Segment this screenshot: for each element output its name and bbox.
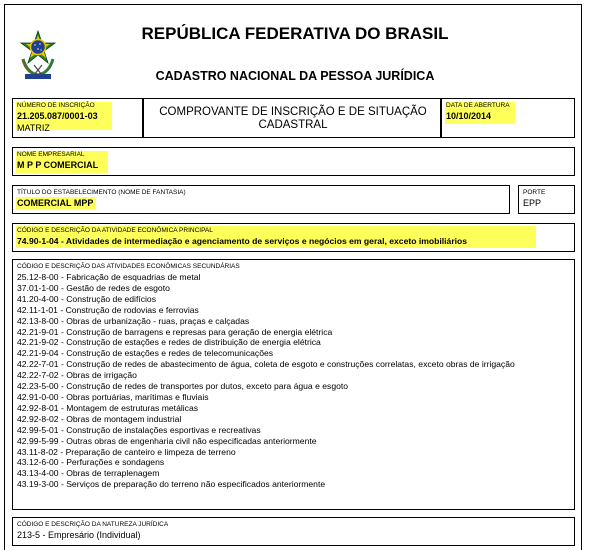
inscricao-number: 21.205.087/0001-03 [17, 111, 98, 121]
atividade-secundaria-item: 42.92-8-01 - Montagem de estruturas metálicas [17, 402, 199, 413]
atividade-secundaria-item: 42.21-9-02 - Construção de estações e redes de distribuição de energia elétrica [17, 337, 321, 348]
fantasia-box [12, 185, 510, 214]
abertura-box [441, 98, 575, 138]
atividades-secundarias-label: CÓDIGO E DESCRIÇÃO DAS ATIVIDADES ECONÔMICAS SECUNDÁRIAS [17, 263, 240, 270]
atividade-secundaria-item: 42.21-9-04 - Construção de estações e redes de telecomunicações [17, 348, 274, 359]
atividade-secundaria-item: 42.99-5-01 - Construção de instalações esportivas e recreativas [17, 424, 261, 435]
nome-empresarial-label: NOME EMPRESARIAL [17, 151, 85, 158]
fantasia-value: COMERCIAL MPP [17, 198, 94, 208]
republic-title: REPÚBLICA FEDERATIVA DO BRASIL [141, 24, 449, 43]
atividade-secundaria-item: 43.19-3-00 - Serviços de preparação do terreno não especificados anteriormente [17, 479, 326, 490]
natureza-juridica-label: CÓDIGO E DESCRIÇÃO DA NATUREZA JURÍDICA [17, 521, 169, 528]
porte-box [518, 185, 575, 214]
porte-label: PORTE [523, 189, 546, 196]
abertura-label: DATA DE ABERTURA [446, 102, 510, 109]
atividades-secundarias-box [12, 259, 575, 510]
atividade-secundaria-item: 43.12-6-00 - Perfurações e sondagens [17, 457, 165, 468]
atividade-principal-value: 74.90-1-04 - Atividades de intermediação e agenciamento de serviços e negócios em geral, exceto imobiliários [17, 236, 468, 246]
comprovante-line1: COMPROVANTE DE INSCRIÇÃO E DE SITUAÇÃO [159, 106, 427, 118]
atividade-secundaria-item: 25.12-8-00 - Fabricação de esquadrias de metal [17, 272, 201, 282]
inscricao-label: NÚMERO DE INSCRIÇÃO [17, 102, 95, 109]
document-page [4, 4, 582, 550]
atividade-principal-box [12, 223, 575, 252]
comprovante-line2: CADASTRAL [258, 119, 328, 131]
atividade-secundaria-item: 42.92-8-02 - Obras de montagem industrial [17, 413, 182, 424]
porte-value: EPP [523, 198, 542, 208]
natureza-juridica-value: 213-5 - Empresário (Individual) [17, 530, 141, 540]
cadastro-title: CADASTRO NACIONAL DA PESSOA JURÍDICA [155, 69, 435, 83]
atividade-principal-label: CÓDIGO E DESCRIÇÃO DA ATIVIDADE ECONÔMICA PRINCIPAL [17, 227, 213, 234]
atividade-secundaria-item: 42.91-0-00 - Obras portuárias, marítimas e fluviais [17, 391, 209, 402]
nome-empresarial-value: M P P COMERCIAL [17, 160, 99, 170]
brazil-coat-of-arms-icon [17, 29, 59, 83]
nome-empresarial-box [12, 147, 575, 176]
atividade-secundaria-item: 42.13-8-00 - Obras de urbanização - ruas, praças e calçadas [17, 315, 250, 326]
atividade-secundaria-item: 42.21-9-01 - Construção de barragens e represas para geração de energia elétrica [17, 326, 333, 337]
atividade-secundaria-item: 37.01-1-00 - Gestão de redes de esgoto [17, 282, 170, 293]
natureza-juridica-box [12, 517, 575, 546]
comprovante-title [145, 106, 441, 132]
inscricao-type: MATRIZ [17, 123, 50, 133]
atividades-secundarias-list [17, 272, 570, 490]
atividade-secundaria-item: 41.20-4-00 - Construção de edifícios [17, 293, 157, 304]
abertura-date: 10/10/2014 [446, 111, 492, 121]
atividade-secundaria-item: 42.11-1-01 - Construção de rodovias e ferrovias [17, 304, 199, 315]
fantasia-label: TÍTULO DO ESTABELECIMENTO (NOME DE FANTASIA) [17, 189, 186, 196]
atividade-secundaria-item: 42.23-5-00 - Construção de redes de transportes por dutos, exceto para água e esgoto [17, 381, 349, 392]
atividade-secundaria-item: 43.11-8-02 - Preparação de canteiro e limpeza de terreno [17, 446, 236, 457]
atividade-secundaria-item: 42.99-5-99 - Outras obras de engenharia civil não especificadas anteriormente [17, 435, 317, 446]
atividade-secundaria-item: 43.13-4-00 - Obras de terraplenagem [17, 468, 160, 479]
atividade-secundaria-item: 42.22-7-02 - Obras de irrigação [17, 370, 137, 381]
atividade-secundaria-item: 42.22-7-01 - Construção de redes de abastecimento de água, coleta de esgoto e construções correlatas, exceto obras de irrigação [17, 359, 515, 370]
inscricao-box [12, 98, 143, 138]
